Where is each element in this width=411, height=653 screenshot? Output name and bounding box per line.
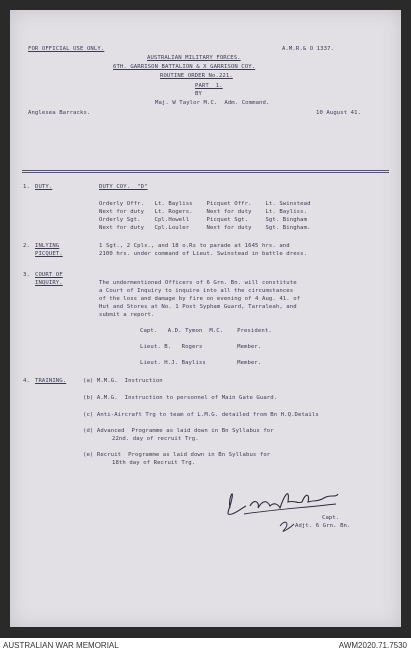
board-member: Lieut. H.J. Bayliss Member. — [140, 360, 262, 366]
reference: A.M.R.& O 1337. — [282, 46, 335, 52]
date: 10 August 41. — [316, 110, 362, 116]
signatory-title: Adjt. 6 Grn. Bn. — [295, 523, 351, 529]
duty-row: Orderly Sgt. Cpl.Howell Picquet Sgt. Sgt. Bingham — [99, 217, 308, 223]
inquiry-text: Hut and Stores at No. 1 Post Sypham Guard, Tarraleah, and — [99, 304, 297, 310]
picquet-text: 1 Sgt., 2 Cpls., and 18 o.Rs to parade at 1645 hrs. and — [99, 243, 290, 249]
divider-top — [22, 170, 389, 171]
catalogue-id: AWM2020.71.7530 — [338, 641, 407, 650]
picquet-text: 2100 hrs. under command of Lieut. Swinstead in battle dress. — [99, 251, 308, 257]
training-item: (b) A.M.G. Instruction to personnel of Main Gate Guard. — [83, 395, 278, 401]
training-item: (a) M.M.G. Instruction — [83, 378, 163, 384]
inquiry-text: of the loss and damage by fire on evening of 4 Aug. 41. of — [99, 296, 301, 302]
training-item: (d) Advanced Programme as laid down in Bn Syllabus for — [83, 428, 274, 434]
training-item: (c) Anti-Aircraft Trg to team of L.M.G. detailed from Bn H.Q.Details — [83, 412, 319, 418]
duty-row: Orderly Offr. Lt. Bayliss Picquet Offr. Lt. Swinstead — [99, 201, 311, 207]
commandant: Maj. W Taylor M.C. Adm. Command. — [155, 100, 270, 106]
classification: FOR OFFICIAL USE ONLY. — [28, 46, 105, 52]
duty-coy: DUTY COY. "D" — [99, 184, 148, 190]
item-3-heading: COURT OF — [35, 272, 63, 278]
by-label: BY — [195, 91, 202, 97]
duty-row: Next for duty Lt. Rogers. Next for duty Lt. Bayliss. — [99, 209, 308, 215]
item-4-heading: TRAINING. — [35, 378, 67, 384]
location: Anglesea Barracks. — [28, 110, 91, 116]
duty-row: Next for duty Cpl.Louler Next for duty Sgt. Bingham. — [99, 225, 311, 231]
training-item: 18th day of Recruit Trg. — [112, 460, 196, 466]
item-1-heading: DUTY. — [35, 184, 53, 190]
item-2-heading: INLYING — [35, 243, 60, 249]
unit-title: 6TH. GARRISON BATTALION & X GARRISON COY. — [113, 64, 256, 70]
inquiry-text: The undermentioned Officers of 6 Grn. Bn. will constitute — [99, 280, 297, 286]
training-item: (e) Recruit Programme as laid down in Bn Syllabus for — [83, 452, 271, 458]
order-title: ROUTINE ORDER No.221. — [160, 73, 233, 79]
inquiry-text: submit a report. — [99, 312, 155, 318]
item-3-num: 3. — [23, 272, 30, 278]
inquiry-text: a Court of Inquiry to inquire into all the circumstances — [99, 288, 294, 294]
archive-name: AUSTRALIAN WAR MEMORIAL — [3, 641, 119, 650]
divider-top-2 — [22, 172, 389, 173]
item-2-heading-2: PICQUET. — [35, 251, 63, 257]
item-3-heading-2: INQUIRY. — [35, 280, 63, 286]
item-2-num: 2. — [23, 243, 30, 249]
document-page — [10, 10, 401, 627]
board-member: Capt. A.D. Tymon M.C. President. — [140, 328, 272, 334]
signatory-rank: Capt. — [322, 515, 340, 521]
org-title: AUSTRALIAN MILITARY FORCES. — [147, 55, 241, 61]
footer-bar — [0, 638, 411, 653]
item-4-num: 4. — [23, 378, 30, 384]
board-member: Lieut. B. Rogers Member. — [140, 344, 262, 350]
item-1-num: 1. — [23, 184, 30, 190]
part-label: PART 1. — [195, 83, 223, 89]
training-item: 22nd. day of recruit Trg. — [112, 436, 199, 442]
